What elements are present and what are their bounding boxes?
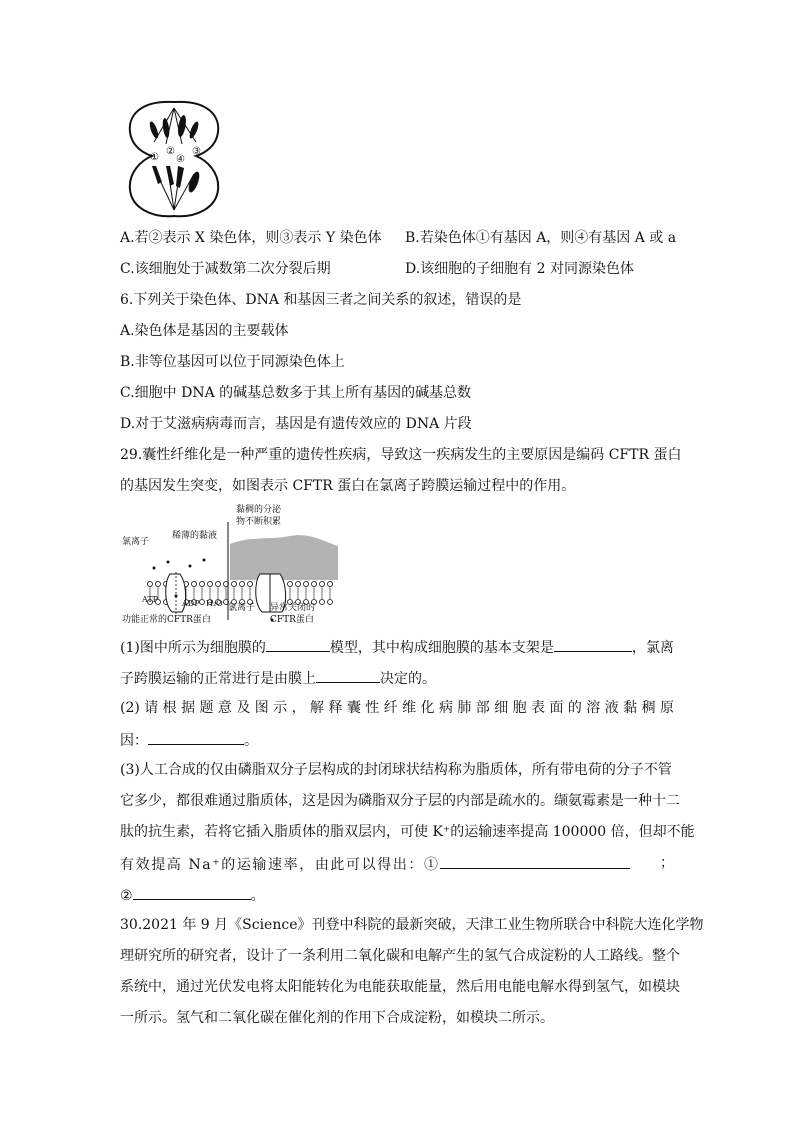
upper-chromosomes (148, 115, 200, 140)
q29-part3-line3: 肽的抗生素，若将它插入脂质体的脂双层内，可使 K⁺的运输速率提高 100000 倍，但却不能 (120, 824, 695, 840)
q29-part1-line2 (120, 667, 436, 689)
answer-blank-framework[interactable] (554, 636, 632, 652)
cell-outline (130, 102, 218, 216)
q29-p1-text-e: 决定的。 (380, 671, 436, 687)
label-abnormal-cftr-1: 异常关闭的 (270, 603, 316, 613)
q29-p3-line4-a: 有效提高 Na⁺的运输速率，由此可以得出：① (120, 857, 440, 873)
q29-p1-text-d: 子跨膜运输的正常进行是由膜上 (120, 671, 316, 687)
answer-blank-conclusion-1[interactable] (440, 853, 630, 869)
answer-blank-model[interactable] (266, 636, 330, 652)
upper-spindle (154, 108, 196, 144)
cftr-membrane-figure (120, 502, 340, 630)
q29-part2-line2 (120, 729, 258, 751)
label-normal-cftr: 功能正常的CFTR蛋白 (122, 615, 211, 625)
q29-part3-line4 (120, 853, 674, 875)
q29-stem-line1: 29.囊性纤维化是一种严重的遗传性疾病，导致这一疾病发生的主要原因是编码 CFTR 蛋白 (120, 447, 682, 463)
q29-p3-line4-b: ； (660, 855, 674, 871)
q30-line2: 理研究所的研究者，设计了一条利用二氧化碳和电解产生的氢气合成淀粉的人工路线。整个 (120, 948, 680, 964)
q29-stem-line2: 的基因发生突变，如图表示 CFTR 蛋白在氯离子跨膜运输过程中的作用。 (120, 478, 576, 494)
label-mucus-2: 物不断积累 (236, 517, 282, 527)
label-abnormal-cftr-2: CFTR蛋白 (270, 615, 314, 625)
q29-p3-line5-b: 。 (250, 888, 265, 904)
q29-part3-line1: (3)人工合成的仅由磷脂双分子层构成的封闭球状结构称为脂质体，所有带电荷的分子不管 (120, 762, 672, 778)
chromosome-label-1: ① (150, 152, 159, 163)
q6-option-d: D.对于艾滋病病毒而言，基因是有遗传效应的 DNA 片段 (120, 416, 472, 432)
chromosome-label-2: ② (166, 146, 175, 157)
q29-part1-line1 (120, 636, 674, 658)
q29-p1-text-a: (1)图中所示为细胞膜的 (120, 640, 266, 656)
q30-line1: 30.2021 年 9 月《Science》刊登中科院的最新突破，天津工业生物所联合中科院大连化学物 (120, 917, 704, 933)
q29-p2-end: 。 (244, 733, 258, 749)
label-chloride: 氯离子 (122, 537, 150, 547)
label-atp: ATP (142, 595, 159, 604)
q6-stem: 6.下列关于染色体、DNA 和基因三者之间关系的叙述，错误的是 (120, 292, 522, 308)
answer-blank-membrane[interactable] (316, 667, 380, 683)
viscous-mucus (230, 535, 338, 580)
q5-option-d: D.该细胞的子细胞有 2 对同源染色体 (405, 261, 634, 277)
q29-p3-line5-a: ② (120, 888, 133, 904)
q29-part3-line5 (120, 884, 265, 906)
label-thin-mucus: 稀薄的黏液 (172, 531, 218, 541)
label-mucus-1: 黏稠的分泌 (236, 505, 282, 515)
chromosome-label-3: ③ (192, 146, 201, 157)
q6-option-c: C.细胞中 DNA 的碱基总数多于其上所有基因的碱基总数 (120, 385, 472, 401)
answer-blank-conclusion-2[interactable] (133, 884, 251, 900)
label-adp: ADP (182, 599, 200, 608)
label-water: H₂O (206, 599, 223, 608)
q5-option-c: C.该细胞处于减数第二次分裂后期 (120, 261, 331, 277)
q5-option-b: B.若染色体①有基因 A，则④有基因 A 或 a (405, 230, 677, 246)
q29-part2-line1: (2)请根据题意及图示，解释囊性纤维化病肺部细胞表面的溶液黏稠原 (120, 700, 674, 716)
cell-division-figure (124, 96, 224, 220)
q5-option-a: A.若②表示 X 染色体，则③表示 Y 染色体 (120, 230, 382, 246)
q29-p2-text-b: 因： (120, 733, 148, 749)
q30-line4: 一所示。氢气和二氧化碳在催化剂的作用下合成淀粉，如模块二所示。 (120, 1010, 554, 1026)
q29-p1-text-b: 模型，其中构成细胞膜的基本支架是 (329, 640, 554, 656)
chromosome-label-4: ④ (176, 154, 185, 165)
q6-option-b: B.非等位基因可以位于同源染色体上 (120, 354, 345, 370)
q6-option-a: A.染色体是基因的主要载体 (120, 323, 289, 339)
lower-spindle (156, 170, 194, 210)
q30-line3: 系统中，通过光伏发电将太阳能转化为电能获取能量，然后用电能电解水得到氢气，如模块 (120, 979, 680, 995)
answer-blank-reason[interactable] (148, 729, 244, 745)
q29-p1-text-c: ，氯离 (631, 640, 674, 656)
label-abnormal-chloride: 氯离子 (228, 603, 256, 613)
q29-part3-line2: 它多少，都很难通过脂质体，这是因为磷脂双分子层的内部是疏水的。缬氨霉素是一种十二 (120, 793, 680, 809)
